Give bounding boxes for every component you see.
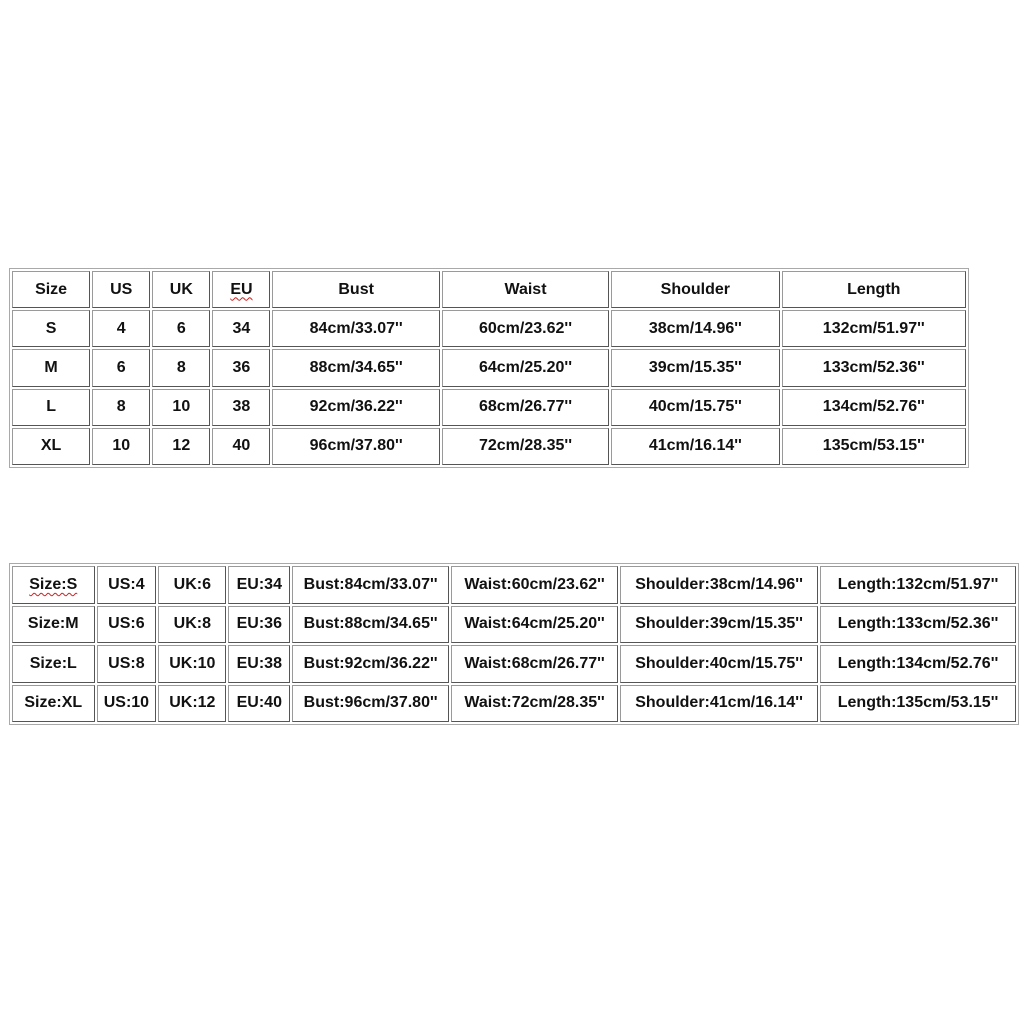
table-cell: 64cm/25.20'' [442, 349, 609, 386]
size-chart-inline-grid [10, 564, 1018, 724]
table-cell: 92cm/36.22'' [272, 389, 439, 426]
table-cell: 38cm/14.96'' [611, 310, 779, 347]
table-row [12, 566, 1016, 604]
table-cell: US:4 [97, 566, 157, 604]
table-cell: Shoulder:39cm/15.35'' [620, 606, 818, 644]
table-cell: Bust:88cm/34.65'' [292, 606, 449, 644]
table-row [12, 685, 1016, 723]
table-cell-label: Size:S [29, 575, 78, 593]
size-chart-table [9, 268, 969, 468]
table-cell: Waist:64cm/25.20'' [451, 606, 618, 644]
table-cell: 8 [152, 349, 210, 386]
table-cell: US:10 [97, 685, 157, 723]
table-cell: Waist:68cm/26.77'' [451, 645, 618, 683]
table-cell: Size:XL [12, 685, 95, 723]
table-cell: M [12, 349, 90, 386]
table-cell: EU:38 [228, 645, 290, 683]
table-row [12, 606, 1016, 644]
table-cell: Bust:84cm/33.07'' [292, 566, 449, 604]
column-header-bust: Bust [272, 271, 439, 308]
table-cell [12, 566, 95, 604]
table-cell: EU:36 [228, 606, 290, 644]
table-cell: S [12, 310, 90, 347]
table-cell: 40cm/15.75'' [611, 389, 779, 426]
table-cell: 8 [92, 389, 150, 426]
table-cell: 6 [92, 349, 150, 386]
table-cell: 34 [212, 310, 270, 347]
table-cell: UK:10 [158, 645, 226, 683]
table-cell: 135cm/53.15'' [782, 428, 966, 465]
size-chart-grid [10, 269, 968, 467]
table-cell: EU:34 [228, 566, 290, 604]
column-header-us: US [92, 271, 150, 308]
table-cell: 60cm/23.62'' [442, 310, 609, 347]
table-row [12, 645, 1016, 683]
table-cell: 4 [92, 310, 150, 347]
table-cell: 84cm/33.07'' [272, 310, 439, 347]
table-cell: 96cm/37.80'' [272, 428, 439, 465]
table-cell: 41cm/16.14'' [611, 428, 779, 465]
table-cell: Waist:60cm/23.62'' [451, 566, 618, 604]
table-cell: 132cm/51.97'' [782, 310, 966, 347]
column-header-uk: UK [152, 271, 210, 308]
table-row [12, 349, 966, 386]
table-cell: 10 [92, 428, 150, 465]
table-row [12, 428, 966, 465]
table-cell: Shoulder:40cm/15.75'' [620, 645, 818, 683]
table-cell: 6 [152, 310, 210, 347]
table-cell: UK:6 [158, 566, 226, 604]
table-cell: L [12, 389, 90, 426]
table-cell: 40 [212, 428, 270, 465]
table-cell: 88cm/34.65'' [272, 349, 439, 386]
table-cell: 38 [212, 389, 270, 426]
table-cell: Bust:92cm/36.22'' [292, 645, 449, 683]
table-cell: Length:133cm/52.36'' [820, 606, 1016, 644]
table-header-row [12, 271, 966, 308]
table-cell: US:8 [97, 645, 157, 683]
table-cell: Shoulder:41cm/16.14'' [620, 685, 818, 723]
column-header-eu-label: EU [230, 280, 253, 298]
table-cell: UK:8 [158, 606, 226, 644]
table-cell: 39cm/15.35'' [611, 349, 779, 386]
table-cell: Size:L [12, 645, 95, 683]
table-cell: 12 [152, 428, 210, 465]
column-header-eu [212, 271, 270, 308]
table-row [12, 389, 966, 426]
table-cell: 68cm/26.77'' [442, 389, 609, 426]
table-cell: UK:12 [158, 685, 226, 723]
table-cell: Length:132cm/51.97'' [820, 566, 1016, 604]
table-cell: Waist:72cm/28.35'' [451, 685, 618, 723]
table-cell: Length:135cm/53.15'' [820, 685, 1016, 723]
column-header-length: Length [782, 271, 966, 308]
table-cell: 36 [212, 349, 270, 386]
table-cell: Bust:96cm/37.80'' [292, 685, 449, 723]
table-cell: XL [12, 428, 90, 465]
table-cell: Length:134cm/52.76'' [820, 645, 1016, 683]
table-row [12, 310, 966, 347]
size-chart-inline-table [9, 563, 1019, 725]
table-cell: 10 [152, 389, 210, 426]
table-cell: US:6 [97, 606, 157, 644]
column-header-waist: Waist [442, 271, 609, 308]
table-cell: EU:40 [228, 685, 290, 723]
table-cell: 72cm/28.35'' [442, 428, 609, 465]
table-cell: 133cm/52.36'' [782, 349, 966, 386]
table-cell: Size:M [12, 606, 95, 644]
column-header-size: Size [12, 271, 90, 308]
table-cell: 134cm/52.76'' [782, 389, 966, 426]
table-cell: Shoulder:38cm/14.96'' [620, 566, 818, 604]
column-header-shoulder: Shoulder [611, 271, 779, 308]
